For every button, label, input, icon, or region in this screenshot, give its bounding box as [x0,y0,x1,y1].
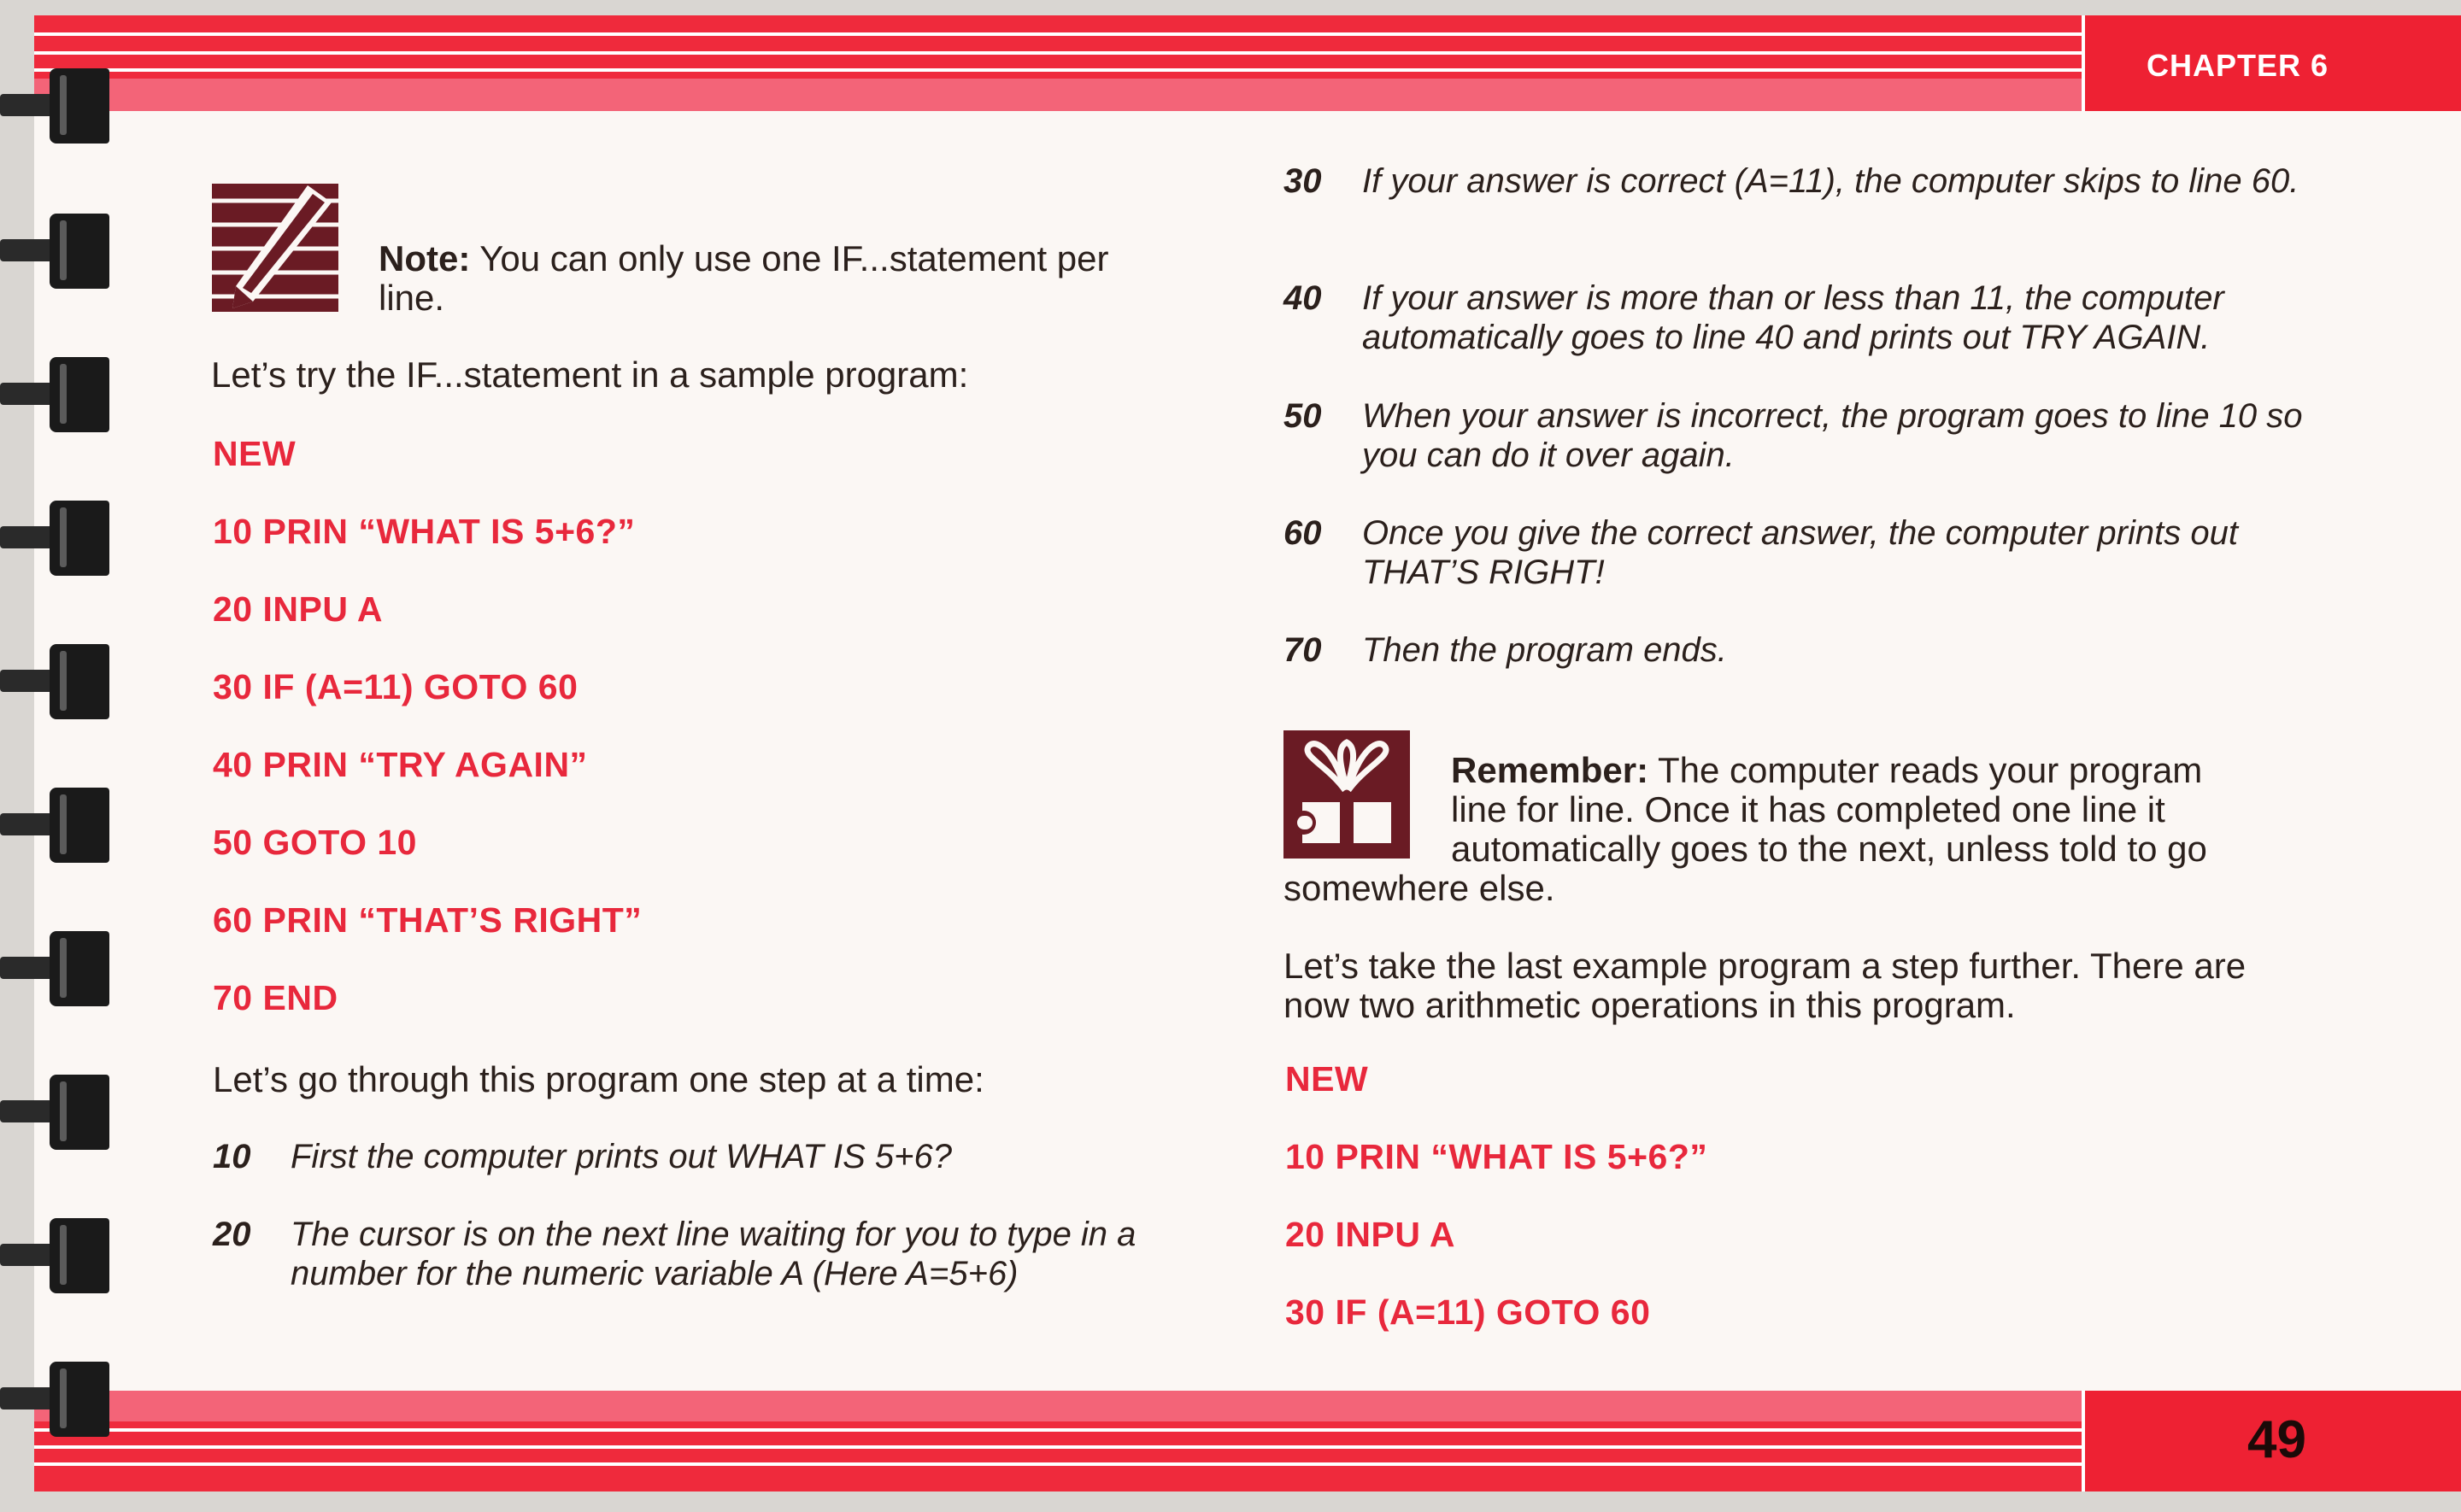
binding-ring [0,931,120,1006]
remember-line1 [1451,750,2202,791]
note-text: You can only use one IF...statement per [470,238,1109,278]
code-line: NEW [213,434,297,473]
binding-ring [0,68,120,144]
note-line1 [379,238,1109,279]
code-line: 20 INPU A [1285,1215,1455,1254]
footer-band [34,1391,2085,1491]
program-intro: Let’s try the IF...statement in a sample program: [211,355,969,395]
note-line2: line. [379,278,445,318]
header-band [34,15,2085,111]
step-text: First the computer prints out WHAT IS 5+6? [291,1138,952,1175]
next-paragraph: Let’s take the last example program a step further. There are now two arithmetic operations in this program. [1283,946,2247,1025]
binding-ring [0,644,120,719]
binding-ring [0,214,120,289]
step-text: If your answer is correct (A=11), the computer skips to line 60. [1362,162,2299,200]
remember-line3: automatically goes to the next, unless told to go [1451,829,2207,869]
code-line: 10 PRIN “WHAT IS 5+6?” [213,512,636,551]
code-line: 10 PRIN “WHAT IS 5+6?” [1285,1137,1708,1176]
code-line: 30 IF (A=11) GOTO 60 [213,667,579,706]
binding-ring [0,501,120,576]
code-line: 40 PRIN “TRY AGAIN” [213,745,588,784]
step-text: Then the program ends. [1362,631,1727,669]
gift-remember-icon [1283,730,1410,859]
step-text: If your answer is more than or less than 11, the computer automatically goes to line 40 and prints out TRY AGAIN. [1362,279,2224,356]
page-number: 49 [2247,1410,2306,1469]
remember-line4: somewhere else. [1283,868,1555,908]
code-line: 50 GOTO 10 [213,823,417,862]
binding-ring [0,788,120,863]
remember-line2: line for line. Once it has completed one line it [1451,789,2165,829]
step-number: 10 [213,1138,251,1175]
note-lead: Note: [379,238,471,278]
code-line: 70 END [213,978,338,1017]
binding-ring [0,1362,120,1437]
step-number: 40 [1283,279,1322,317]
code-line: 60 PRIN “THAT’S RIGHT” [213,900,643,940]
step-number: 50 [1283,397,1322,435]
code-line: NEW [1285,1059,1369,1099]
binding-ring [0,1075,120,1150]
step-number: 70 [1283,631,1322,669]
code-line: 20 INPU A [213,589,383,629]
step-number: 20 [213,1216,251,1253]
remember-text: The computer reads your program [1648,750,2203,790]
step-text: When your answer is incorrect, the program goes to line 10 so you can do it over again. [1362,397,2303,474]
step-text: Once you give the correct answer, the computer prints out THAT’S RIGHT! [1362,514,2238,591]
binding-ring [0,1218,120,1293]
step-text: The cursor is on the next line waiting for you to type in a number for the numeric variable A (Here A=5+6) [291,1216,1137,1292]
step-number: 60 [1283,514,1322,552]
remember-lead: Remember: [1451,750,1649,790]
pencil-note-icon [212,184,338,312]
binding-ring [0,357,120,432]
walkthrough-intro: Let’s go through this program one step at a time: [213,1059,984,1099]
step-number: 30 [1283,162,1322,200]
code-line: 30 IF (A=11) GOTO 60 [1285,1292,1651,1332]
chapter-label: CHAPTER 6 [2147,48,2329,83]
